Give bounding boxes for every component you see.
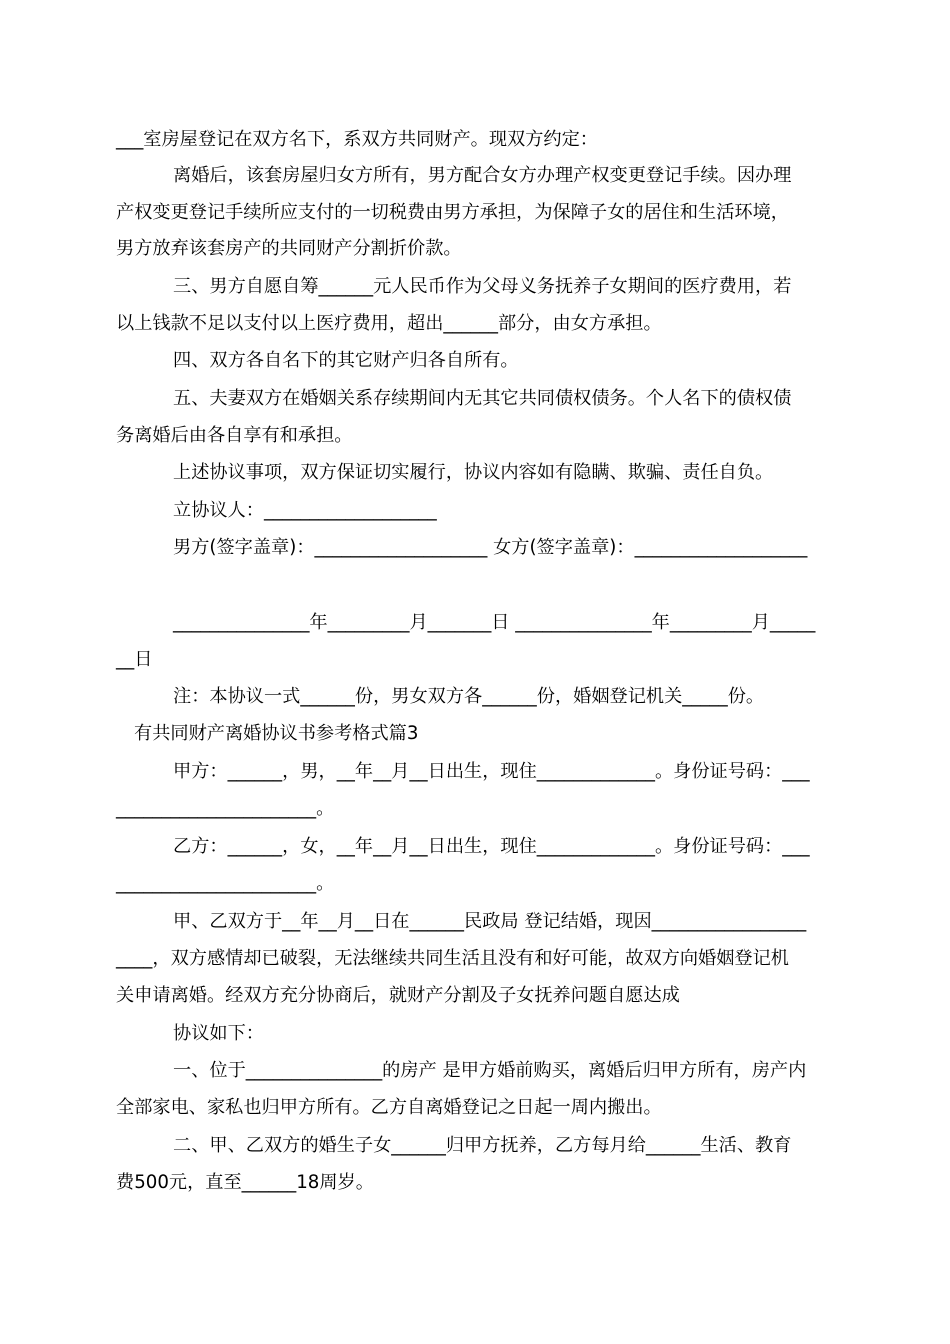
text-line: ______________________。	[116, 873, 335, 894]
text-line: 以上钱款不足以支付以上医疗费用，超出______部分，由女方承担。	[116, 313, 662, 334]
text-line: 全部家电、家私也归甲方所有。乙方自离婚登记之日起一周内搬出。	[116, 1097, 662, 1118]
text-line: 二、甲、乙双方的婚生子女______归甲方抚养，乙方每月给______生活、教育	[173, 1135, 792, 1156]
signature-line: 男方(签字盖章)：___________________ 女方(签字盖章)：___________________	[173, 537, 808, 558]
text-line: 关申请离婚。经双方充分协商后，就财产分割及子女抚养问题自愿达成	[116, 985, 680, 1006]
text-line: ___室房屋登记在双方名下，系双方共同财产。现双方约定：	[116, 129, 598, 150]
section-heading: 有共同财产离婚协议书参考格式篇3	[134, 723, 419, 744]
text-line: 乙方：______，女，__年__月__日出生，现住_____________。身份证号码：___	[173, 836, 810, 857]
note-line: 注：本协议一式______份，男女双方各______份，婚姻登记机关_____份。	[173, 686, 765, 707]
date-line: _______________年_________月_______日 _______________年_________月_____	[173, 612, 816, 633]
text-line: 务离婚后由各自享有和承担。	[116, 425, 353, 446]
text-line: 甲方：______，男，__年__月__日出生，现住_____________。身份证号码：___	[173, 761, 810, 782]
signatory-line: 立协议人：___________________	[173, 500, 437, 521]
text-line: 上述协议事项，双方保证切实履行，协议内容如有隐瞒、欺骗、责任自负。	[173, 462, 774, 483]
text-line: 离婚后，该套房屋归女方所有，男方配合女方办理产权变更登记手续。因办理	[173, 165, 792, 186]
text-line: 费500元，直至______18周岁。	[116, 1172, 374, 1193]
text-line: ____，双方感情却已破裂，无法继续共同生活且没有和好可能，故双方向婚姻登记机	[116, 948, 789, 969]
text-line: 四、双方各自名下的其它财产归各自所有。	[173, 350, 519, 371]
text-line: 产权变更登记手续所应支付的一切税费由男方承担，为保障子女的居住和生活环境，	[116, 202, 789, 223]
text-line: ______________________。	[116, 798, 335, 819]
text-line: 三、男方自愿自筹______元人民币作为父母义务抚养子女期间的医疗费用，若	[173, 276, 792, 297]
text-line: 一、位于_______________的房产 是甲方婚前购买，离婚后归甲方所有，房产内	[173, 1060, 807, 1081]
text-line: 协议如下：	[173, 1023, 264, 1044]
text-line: 甲、乙双方于__年__月__日在______民政局 登记结婚，现因_________________	[173, 911, 807, 932]
text-line: 男方放弃该套房产的共同财产分割折价款。	[116, 238, 462, 259]
text-line: 五、夫妻双方在婚姻关系存续期间内无其它共同债权债务。个人名下的债权债	[173, 388, 792, 409]
date-line: __日	[116, 649, 153, 670]
